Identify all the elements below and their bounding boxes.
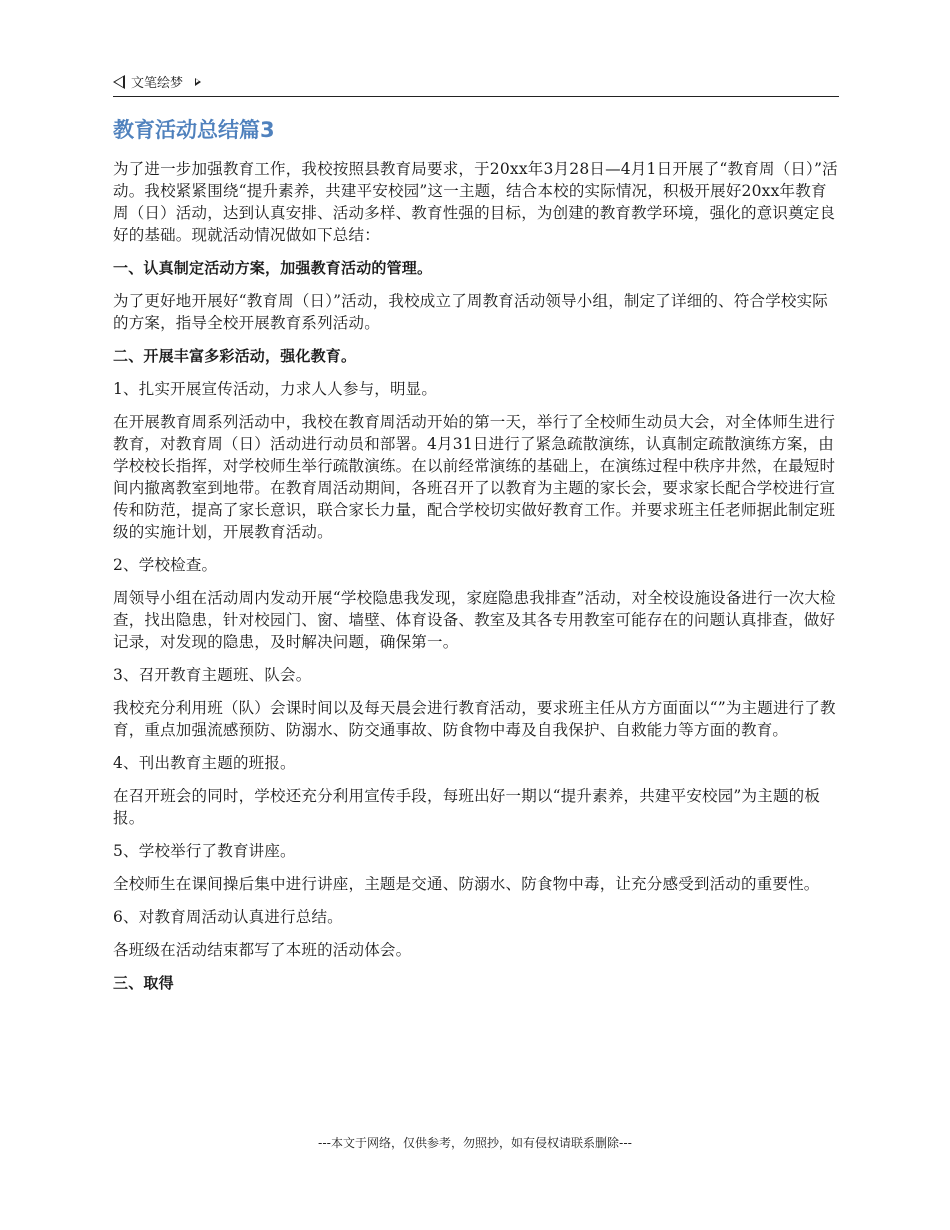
document-body <box>113 112 839 1005</box>
body-paragraph: 2、学校检查。 <box>113 556 218 574</box>
body-paragraph: 我校充分利用班（队）会课时间以及每天晨会进行教育活动，要求班主任从方方面面以“”为主题进行了教育，重点加强流感预防、防溺水、防交通事故、防食物中毒及自我保护、自救能力等方面的教育。 <box>113 699 836 739</box>
body-paragraph: 为了更好地开展好“教育周（日）”活动，我校成立了周教育活动领导小组，制定了详细的、符合学校实际的方案，指导全校开展教育系列活动。 <box>113 292 829 332</box>
body-paragraph: 周领导小组在活动周内发动开展“学校隐患我发现，家庭隐患我排查”活动，对全校设施设备进行一次大检查，找出隐患，针对校园门、窗、墙壁、体育设备、教室及其各专用教室可能存在的问题认真排查，做好记录，对发现的隐患，及时解决问题，确保第一。 <box>113 589 836 651</box>
body-paragraph: 3、召开教育主题班、队会。 <box>113 666 312 684</box>
body-paragraph: 在开展教育周系列活动中，我校在教育周活动开始的第一天，举行了全校师生动员大会，对全体师生进行教育，对教育周（日）活动进行动员和部署。4月31日进行了紧急疏散演练，认真制定疏散演练方案，由学校校长指挥，对学校师生举行疏散演练。在以前经常演练的基础上，在演练过程中秩序井然，在最短时间内撤离教室到地带。在教育周活动期间，各班召开了以教育为主题的家长会，要求家长配合学校进行宣传和防范，提高了家长意识，联合家长力量，配合学校切实做好教育工作。并要求班主任老师据此制定班级的实施计划，开展教育活动。 <box>113 413 836 541</box>
triangle-left-icon <box>113 75 125 89</box>
section-heading: 一、认真制定活动方案，加强教育活动的管理。 <box>113 259 433 277</box>
brand <box>113 72 201 91</box>
page-header <box>113 70 839 97</box>
triangle-right-icon <box>195 78 201 86</box>
body-paragraph: 1、扎实开展宣传活动，力求人人参与，明显。 <box>113 380 438 398</box>
section-heading: 三、取得 <box>113 974 174 992</box>
body-paragraph: 在召开班会的同时，学校还充分利用宣传手段，每班出好一期以“提升素养，共建平安校园”为主题的板报。 <box>113 787 821 827</box>
body-paragraph: 全校师生在课间操后集中进行讲座，主题是交通、防溺水、防食物中毒，让充分感受到活动的重要性。 <box>113 875 820 893</box>
body-paragraph: 5、学校举行了教育讲座。 <box>113 842 296 860</box>
brand-name: 文笔绘梦 <box>131 76 184 91</box>
body-paragraph: 为了进一步加强教育工作，我校按照县教育局要求，于20xx年3月28日—4月1日开展了“教育周（日）”活动。我校紧紧围绕“提升素养，共建平安校园”这一主题，结合本校的实际情况，积极开展好20xx年教育周（日）活动，达到认真安排、活动多样、教育性强的目标，为创建的教育教学环境，强化的意识奠定良好的基础。现就活动情况做如下总结： <box>113 160 838 244</box>
body-paragraph: 6、对教育周活动认真进行总结。 <box>113 908 343 926</box>
section-heading: 二、开展丰富多彩活动，强化教育。 <box>113 347 357 365</box>
body-paragraph: 各班级在活动结束都写了本班的活动体会。 <box>113 941 412 959</box>
body-paragraph: 4、刊出教育主题的班报。 <box>113 754 296 772</box>
document-title: 教育活动总结篇3 <box>113 118 275 142</box>
paragraph-list <box>113 158 839 994</box>
page-footer: ---本文于网络，仅供参考，勿照抄，如有侵权请联系删除--- <box>318 1136 632 1150</box>
